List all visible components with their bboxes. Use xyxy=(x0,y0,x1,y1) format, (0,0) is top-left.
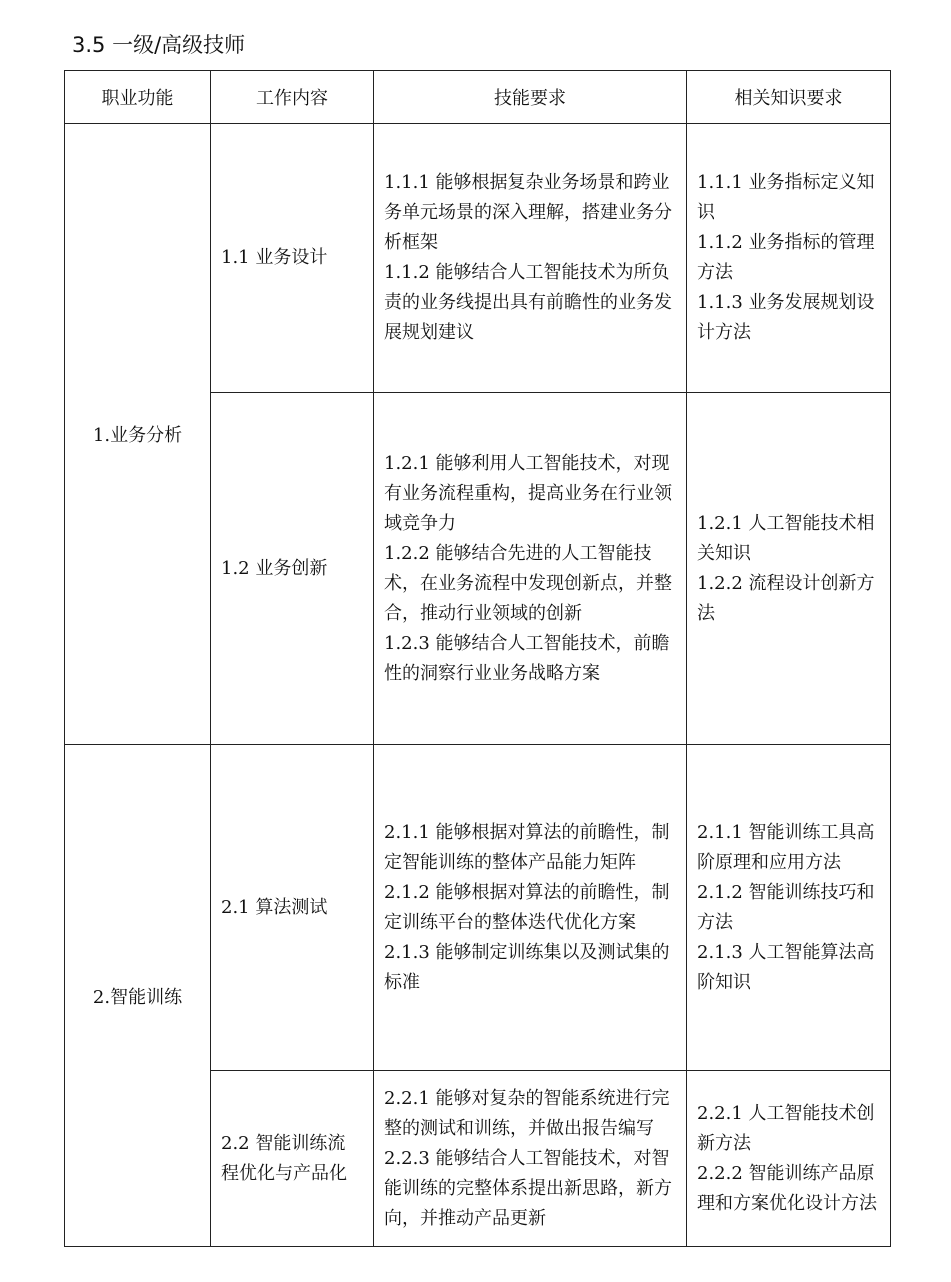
work-content-text: 2.1 算法测试 xyxy=(221,896,328,918)
knowledge-cell xyxy=(687,745,891,1071)
table-row xyxy=(65,745,891,1071)
knowledge-cell xyxy=(687,393,891,745)
header-skill-requirements: 技能要求 xyxy=(374,71,687,124)
skill-item: 1.1.1 能够根据复杂业务场景和跨业务单元场景的深入理解，搭建业务分析框架 xyxy=(384,172,672,253)
work-content-text: 1.2 业务创新 xyxy=(221,557,328,579)
skill-cell xyxy=(374,745,687,1071)
knowledge-cell xyxy=(687,124,891,393)
skill-requirements-table xyxy=(64,70,891,1247)
knowledge-item: 1.1.1 业务指标定义知识 xyxy=(697,172,875,223)
header-knowledge-requirements: 相关知识要求 xyxy=(687,71,891,124)
skill-item: 1.2.2 能够结合先进的人工智能技术，在业务流程中发现创新点，并整合，推动行业领域的创新 xyxy=(384,542,672,624)
work-content-cell xyxy=(211,124,374,393)
table-header-row xyxy=(65,71,891,124)
knowledge-item: 2.1.2 智能训练技巧和方法 xyxy=(697,881,875,933)
work-content-cell xyxy=(211,393,374,745)
work-content-cell xyxy=(211,1071,374,1247)
knowledge-item: 2.2.2 智能训练产品原理和方案优化设计方法 xyxy=(697,1162,877,1214)
header-function: 职业功能 xyxy=(65,71,211,124)
work-content-text: 2.2 智能训练流程优化与产品化 xyxy=(221,1132,347,1184)
function-cell: 1.业务分析 xyxy=(65,124,211,745)
skill-item: 1.2.1 能够利用人工智能技术，对现有业务流程重构，提高业务在行业领域竞争力 xyxy=(384,452,672,534)
skill-cell xyxy=(374,1071,687,1247)
skill-cell xyxy=(374,124,687,393)
knowledge-item: 1.2.2 流程设计创新方法 xyxy=(697,572,875,624)
skill-item: 1.2.3 能够结合人工智能技术，前瞻性的洞察行业业务战略方案 xyxy=(384,632,670,684)
knowledge-item: 1.1.3 业务发展规划设计方法 xyxy=(697,292,875,343)
knowledge-item: 2.1.3 人工智能算法高阶知识 xyxy=(697,941,875,993)
table-row xyxy=(65,124,891,393)
knowledge-item: 1.2.1 人工智能技术相关知识 xyxy=(697,512,875,564)
header-work-content: 工作内容 xyxy=(211,71,374,124)
skill-item: 2.2.3 能够结合人工智能技术，对智能训练的完整体系提出新思路，新方向，并推动产品更新 xyxy=(384,1147,672,1229)
skill-item: 2.1.2 能够根据对算法的前瞻性，制定训练平台的整体迭代优化方案 xyxy=(384,881,670,933)
work-content-text: 1.1 业务设计 xyxy=(221,247,328,268)
skill-item: 2.1.3 能够制定训练集以及测试集的标准 xyxy=(384,941,670,993)
section-title: 3.5 一级/高级技师 xyxy=(72,33,246,57)
knowledge-item: 2.2.1 人工智能技术创新方法 xyxy=(697,1102,875,1154)
skill-item: 1.1.2 能够结合人工智能技术为所负责的业务线提出具有前瞻性的业务发展规划建议 xyxy=(384,262,672,343)
knowledge-cell xyxy=(687,1071,891,1247)
work-content-cell xyxy=(211,745,374,1071)
skill-cell xyxy=(374,393,687,745)
knowledge-item: 2.1.1 智能训练工具高阶原理和应用方法 xyxy=(697,821,875,873)
skill-item: 2.2.1 能够对复杂的智能系统进行完整的测试和训练，并做出报告编写 xyxy=(384,1087,670,1139)
skill-item: 2.1.1 能够根据对算法的前瞻性，制定智能训练的整体产品能力矩阵 xyxy=(384,821,670,873)
knowledge-item: 1.1.2 业务指标的管理方法 xyxy=(697,232,875,283)
function-cell: 2.智能训练 xyxy=(65,745,211,1247)
